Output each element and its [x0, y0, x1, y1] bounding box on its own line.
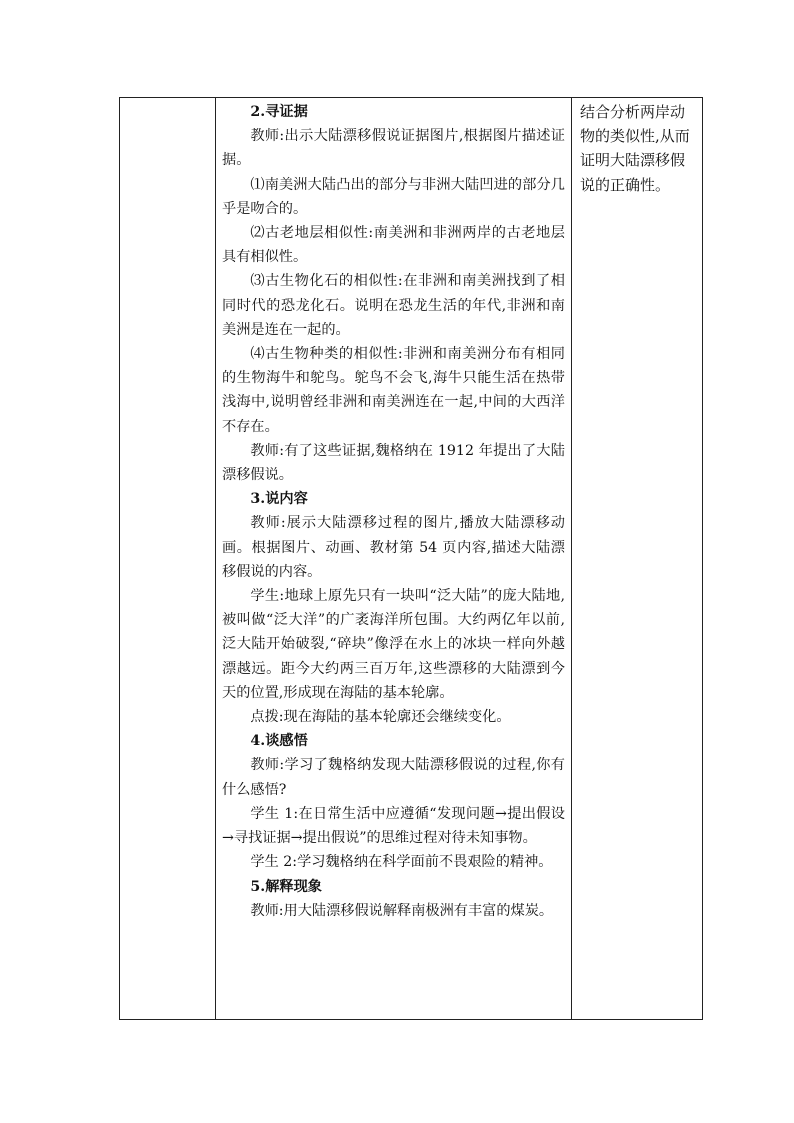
paragraph: 学生 2:学习魏格纳在科学面前不畏艰险的精神。 — [250, 854, 553, 871]
paragraph: ⑵古老地层相似性:南美洲和非洲两岸的古老地层具有相似性。 — [222, 225, 565, 266]
paragraph: 教师:用大陆漂移假说解释南极洲有丰富的煤炭。 — [250, 902, 554, 919]
table-row — [120, 98, 703, 1020]
paragraph: 点拨:现在海陆的基本轮廓还会继续变化。 — [250, 709, 511, 726]
teaching-process-content — [222, 100, 565, 923]
lesson-plan-table — [119, 97, 703, 1020]
teaching-process-cell — [216, 98, 572, 1020]
paragraph: 教师:展示大陆漂移过程的图片,播放大陆漂移动画。根据图片、动画、教材第 54 页内容,描述大陆漂移假说的内容。 — [222, 515, 565, 580]
paragraph: 学生 1:在日常生活中应遵循“发现问题→提出假设→寻找证据→提出假说”的思维过程对待未知事物。 — [222, 805, 565, 847]
section-heading: 2.寻证据 — [250, 104, 308, 120]
paragraph: 教师:学习了魏格纳发现大陆漂移假说的过程,你有什么感悟? — [222, 757, 565, 798]
section-heading: 5.解释现象 — [250, 878, 322, 895]
section-heading: 3.说内容 — [250, 491, 308, 508]
paragraph: ⑶古生物化石的相似性:在非洲和南美洲找到了相同时代的恐龙化石。说明在恐龙生活的年代,非洲和南美洲是连在一起的。 — [222, 273, 565, 338]
left-empty-cell — [120, 98, 216, 1020]
paragraph: 学生:地球上原先只有一块叫“泛大陆”的庞大陆地,被叫做“泛大洋”的广袤海洋所包围。大约两亿年以前,泛大陆开始破裂,“碎块”像浮在水上的冰块一样向外越漂越远。距今大约两三百万年,这些漂移的大陆漂到今天的位置,形成现在海陆的基本轮廓。 — [222, 588, 565, 701]
paragraph: 教师:出示大陆漂移假说证据图片,根据图片描述证据。 — [222, 128, 565, 169]
paragraph: ⑴南美洲大陆凸出的部分与非洲大陆凹进的部分几乎是吻合的。 — [222, 176, 565, 217]
paragraph: ⑷古生物种类的相似性:非洲和南美洲分布有相同的生物海牛和鸵鸟。鸵鸟不会飞,海牛只能生活在热带浅海中,说明曾经非洲和南美洲连在一起,中间的大西洋不存在。 — [222, 346, 565, 435]
paragraph: 教师:有了这些证据,魏格纳在 1912 年提出了大陆漂移假说。 — [222, 442, 565, 484]
design-intent-text: 结合分析两岸动物的类似性,从而证明大陆漂移假说的正确性。 — [580, 103, 690, 194]
design-intent-cell — [572, 98, 703, 1020]
section-heading: 4.谈感悟 — [250, 733, 308, 750]
